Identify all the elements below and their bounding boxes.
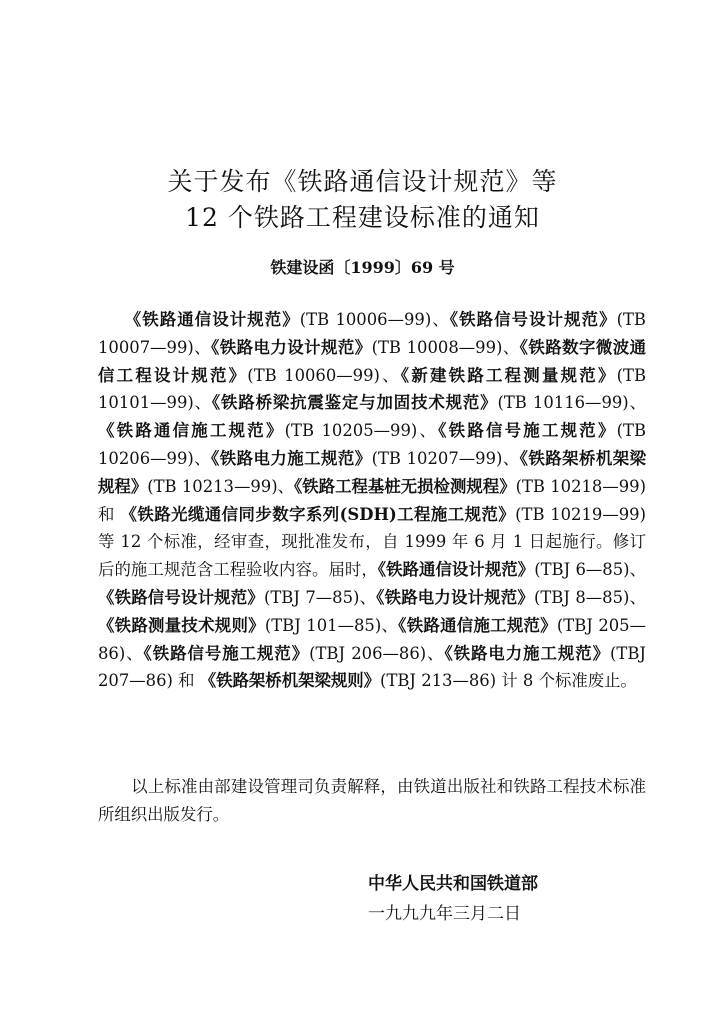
paragraph-text-segment: (TBJ 206—86)、	[309, 643, 445, 663]
paragraph-indent	[98, 777, 131, 796]
paragraph-text-segment: (TB 10116—99)、	[497, 393, 646, 413]
paragraph-text-segment: (TB 10218—99) 和	[98, 476, 646, 524]
standard-title: 《铁路通信设计规范》	[377, 560, 535, 580]
standard-title: 《铁路电力设计规范》	[211, 337, 372, 357]
paragraph-text-segment: (TB 10008—99)、	[371, 337, 520, 357]
body-paragraph-2	[98, 773, 646, 829]
paragraph-text-segment: (TB 10207—99)、	[371, 448, 520, 468]
paragraph-text-segment: (TB 10006—99)、	[299, 310, 450, 329]
document-title-line1: 关于发布《铁路通信设计规范》等	[167, 167, 558, 196]
standard-title: 《铁路测量技术规则》	[98, 615, 265, 635]
document-title-line2: 12 个铁路工程建设标准的通知	[185, 203, 540, 232]
standard-title: 《铁路光缆通信同步数字系列(SDH)工程施工规范》	[120, 504, 516, 524]
standard-title: 《铁路通信设计规范》	[133, 310, 300, 329]
standard-title: 《铁路电力设计规范》	[376, 587, 534, 607]
standard-title: 《铁路通信施工规范》	[398, 615, 557, 635]
paragraph-text-segment: (TB 10060—99)、	[247, 365, 401, 385]
paragraph-text-segment: (TBJ 207—86) 和	[98, 643, 646, 691]
document-number: 铁建设函〔1999〕69 号	[270, 258, 455, 277]
standard-title: 《铁路数字微波通信工程设计规范》	[98, 337, 646, 385]
paragraph-text-segment: (TBJ 7—85)、	[263, 587, 377, 607]
standard-title: 《铁路信号施工规范》	[438, 421, 617, 441]
standard-title: 《铁路信号设计规范》	[449, 310, 617, 329]
paragraph-text-segment: (TB 10206—99)、	[98, 421, 646, 468]
standard-title: 《铁路电力施工规范》	[444, 643, 611, 663]
standard-title: 《铁路桥梁抗震鉴定与加固技术规范》	[211, 393, 498, 413]
standard-title: 《新建铁路工程测量规范》	[400, 365, 617, 385]
paragraph-text-segment: (TB 10205—99)、	[284, 421, 439, 441]
paragraph-text-segment: (TBJ 101—85)、	[264, 615, 399, 635]
standard-title: 《铁路通信施工规范》	[98, 421, 285, 441]
issuer-name: 中华人民共和国铁道部	[368, 874, 538, 894]
paragraph-text-segment: (TB 10213—99)、	[147, 476, 295, 496]
body-paragraph-2-text: 以上标准由部建设管理司负责解释，由铁道出版社和铁路工程技术标准所组织出版发行。	[98, 777, 647, 824]
paragraph-text-segment: (TBJ 213—86) 计 8 个标准废止。	[380, 671, 637, 691]
body-paragraph-1	[98, 306, 646, 695]
standard-title: 《铁路架桥机架梁规程》	[98, 448, 646, 496]
issue-date: 一九九九年三月二日	[368, 904, 521, 924]
standard-title: 《铁路信号施工规范》	[143, 643, 310, 663]
standard-title: 《铁路电力施工规范》	[211, 448, 372, 468]
standard-title: 《铁路信号设计规范》	[98, 587, 264, 607]
paragraph-text-segment: (TB 10007—99)、	[98, 310, 646, 357]
paragraph-text-segment: (TBJ 8—85)、	[533, 587, 646, 607]
paragraph-text-segment: (TBJ 6—85)、	[534, 560, 646, 580]
standard-title: 《铁路架桥机架梁规则》	[199, 671, 381, 691]
paragraph-text-segment: (TBJ 205—86)、	[98, 615, 646, 663]
paragraph-text-segment: (TB 10219—99) 等 12 个标准，经审查，现批准发布，自 1999 年 6 月 1 日起施行。修订后的施工规范含工程验收内容。届时，	[98, 504, 646, 580]
paragraph-text-segment: (TB 10101—99)、	[98, 365, 646, 413]
paragraph-text-segment	[98, 310, 133, 329]
standard-title: 《铁路工程基桩无损检测规程》	[294, 476, 516, 496]
